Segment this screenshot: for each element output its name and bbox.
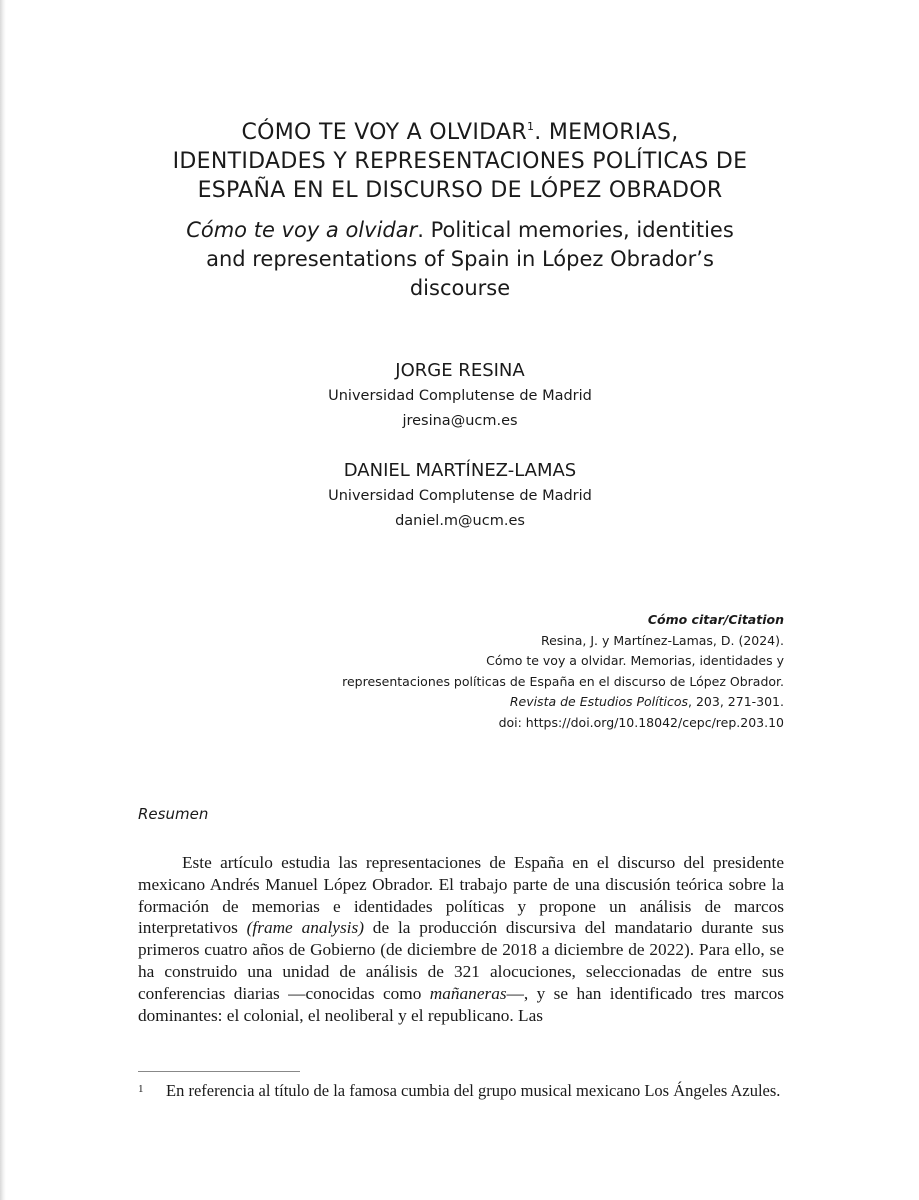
title-es-line1: CÓMO TE VOY A OLVIDAR [241, 120, 527, 145]
title-es-line1-rest: . MEMORIAS, [534, 120, 679, 145]
author-block-2 [160, 459, 760, 533]
abstract-text: Este artículo estudia las representaciones de España en el discurso del presidente mexicano Andrés Manuel López Obrador. El trabajo parte de una discusión teórica sobre la formación de memorias e identidades políticas y propone un análisis de marcos interpretativos [138, 853, 784, 938]
author-block-1 [160, 359, 760, 433]
citation-line: representaciones políticas de España en el discurso de López Obrador. [342, 673, 784, 689]
title-en-line1-rest: . Political memories, identities [417, 218, 734, 242]
title-es-line2: IDENTIDADES Y REPRESENTACIONES POLÍTICAS DE [172, 149, 748, 174]
title-en-line3: discourse [409, 276, 511, 300]
title-en-italic: Cómo te voy a olvidar [186, 218, 418, 242]
footnote-reference[interactable]: 1 [526, 120, 535, 133]
citation-block [264, 610, 784, 733]
citation-doi[interactable]: doi: https://doi.org/10.18042/cepc/rep.203.10 [498, 714, 784, 730]
footnote [138, 1080, 784, 1102]
citation-pages: , 203, 271-301. [688, 694, 784, 709]
citation-line: Cómo te voy a olvidar. Memorias, identidades y [486, 653, 784, 668]
citation-heading: Cómo citar/Citation [647, 612, 784, 627]
author-affiliation: Universidad Complutense de Madrid [328, 388, 592, 404]
author-affiliation: Universidad Complutense de Madrid [328, 488, 592, 504]
citation-line: Resina, J. y Martínez-Lamas, D. (2024). [540, 632, 784, 648]
title-es-line3: ESPAÑA EN EL DISCURSO DE LÓPEZ OBRADOR [197, 178, 723, 203]
title-en-line2: and representations of Spain in López Obrador’s [206, 247, 714, 271]
abstract-text: de la producción discursiva del mandatario durante sus primeros cuatro años de Gobierno (de diciembre de 2018 a diciembre de 2022). Para ello, se ha construido una unidad de análisis de 321 alocuciones, seleccionadas de entre sus conferencias diarias —conocidas como [138, 918, 784, 1003]
abstract-paragraph [138, 852, 784, 1026]
citation-journal: Revista de Estudios Políticos [509, 694, 689, 709]
page-edge-shadow [0, 0, 6, 1200]
abstract-text: —, y se han identificado tres marcos dominantes: el colonial, el neoliberal y el republicano. Las [138, 983, 784, 1025]
resumen-heading: Resumen [138, 805, 209, 823]
abstract-italic: mañaneras [429, 983, 507, 1003]
footnote-separator [138, 1071, 300, 1072]
footnote-text: En referencia al título de la famosa cumbia del grupo musical mexicano Los Ángeles Azules. [166, 1081, 781, 1100]
abstract-italic: (frame analysis) [246, 918, 364, 938]
author-email[interactable]: jresina@ucm.es [402, 413, 518, 429]
title-spanish [110, 118, 810, 205]
footnote-number: 1 [138, 1083, 144, 1095]
author-name: JORGE RESINA [395, 360, 525, 381]
author-email[interactable]: daniel.m@ucm.es [395, 513, 525, 529]
title-english [110, 216, 810, 303]
citation-journal-line [264, 692, 784, 713]
author-name: DANIEL MARTÍNEZ-LAMAS [343, 460, 577, 481]
